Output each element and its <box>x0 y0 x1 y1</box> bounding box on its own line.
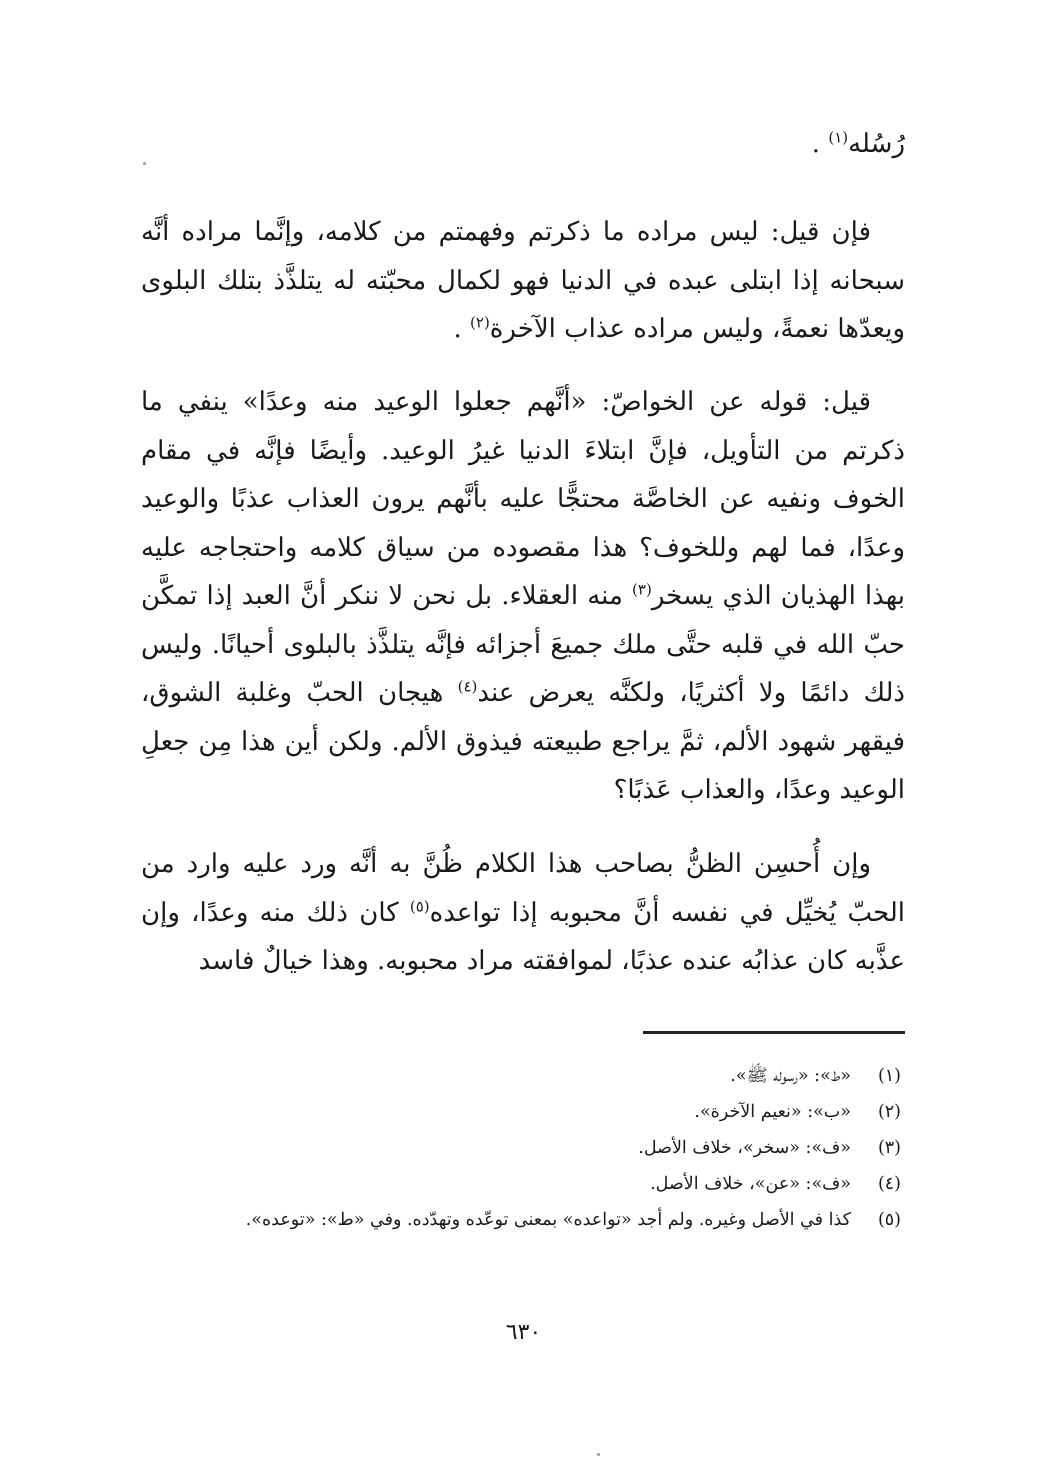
page-number: ٦٣٠ <box>505 1320 542 1345</box>
continuation-line <box>141 120 905 169</box>
footnote-item <box>141 1094 905 1130</box>
footnote-item <box>141 1166 905 1202</box>
footnote-item <box>141 1202 905 1238</box>
footnote-text: «ف»: «سخر»، خلاف الأصل. <box>638 1138 851 1158</box>
footnote-number: (٤) <box>877 1174 901 1194</box>
footnote-item <box>141 1058 905 1094</box>
paragraph-3 <box>141 840 905 986</box>
footnote-number: (٢) <box>877 1102 901 1122</box>
paragraph-2-text-b: منه العقلاء. بل نحن لا ننكر أنَّ العبد إذا تمكَّن حبّ الله في قلبه حتَّى ملك جميعَ أجزائه فإنَّه يتلذَّذ بالبلوى أحيانًا. وليس ذلك دائمًا ولا أكثريًا، ولكنَّه يعرض عند <box>141 581 905 708</box>
paragraph-1-text: فإن قيل: ليس مراده ما ذكرتم وفهمتم من كلامه، وإنَّما مراده أنَّه سبحانه إذا ابتلى عبده في الدنيا فهو لكمال محبّته له يتلذَّذ بتلك البلوى ويعدّها نعمةً، وليس مراده عذاب الآخرة <box>141 217 905 344</box>
footnote-text: «ف»: «عن»، خلاف الأصل. <box>650 1174 851 1194</box>
paragraph-2-text-c: هيجان الحبّ وغلبة الشوق، فيقهر شهود الألم، ثمَّ يراجع طبيعته فيذوق الألم. ولكن أين هذا مِن جعلِ الوعيد وعدًا، والعذاب عَذبًا؟ <box>141 678 905 805</box>
paragraph-3-text: وإن أُحسِن الظنُّ بصاحب هذا الكلام ظُنَّ به أنَّه ورد عليه وارد من الحبّ يُخيِّل في نفسه أنَّ محبوبه إذا تواعده <box>141 849 906 928</box>
footnote-ref-1[interactable]: (١) <box>828 128 849 147</box>
footnotes-list <box>141 1058 905 1238</box>
footnote-ref-4[interactable]: (٤) <box>457 677 478 696</box>
footnote-divider <box>643 1031 905 1034</box>
footnote-text: «ب»: «نعيم الآخرة». <box>694 1102 851 1122</box>
footnote-number: (٥) <box>877 1210 901 1230</box>
footnote-ref-3[interactable]: (٣) <box>632 580 652 599</box>
footnote-text: كذا في الأصل وغيره. ولم أجد «تواعده» بمعنى توعّده وتهدّده. وفي «ط»: «توعده». <box>245 1210 851 1230</box>
footnote-ref-5[interactable]: (٥) <box>409 896 430 915</box>
paragraph-1 <box>141 208 905 354</box>
paragraph-3-tail: كان ذلك منه وعدًا، وإن عذَّبه كان عذابُه عنده عذبًا، لموافقته مراد محبوبه. وهذا خيالٌ فاسد <box>141 897 905 976</box>
scan-speck <box>597 1453 600 1456</box>
footnote-item <box>141 1130 905 1166</box>
paragraph-2 <box>141 378 905 815</box>
footnote-text: «ط»: «رسوله ﷺ». <box>730 1066 851 1086</box>
footnote-ref-2[interactable]: (٢) <box>470 313 490 332</box>
footnote-number: (١) <box>877 1066 901 1086</box>
continuation-text: رُسُله <box>848 129 905 159</box>
scan-speck <box>143 162 146 165</box>
paragraph-1-tail: . <box>453 314 471 344</box>
paragraph-2-text-a: قيل: قوله عن الخواصّ: «أنَّهم جعلوا الوعيد منه وعدًا» ينفي ما ذكرتم من التأويل، فإنَّ ابتلاءَ الدنيا غيرُ الوعيد. وأيضًا فإنَّه في مقام الخوف ونفيه عن الخاصَّة محتجًّا عليه بأنَّهم يرون العذاب عذبًا والوعيد وعدًا، فما لهم وللخوف؟ هذا مقصوده من سياق كلامه واحتجاجه عليه بهذا الهذيان الذي يسخر <box>141 387 906 611</box>
continuation-tail: . <box>811 129 829 159</box>
footnote-number: (٣) <box>877 1138 901 1158</box>
